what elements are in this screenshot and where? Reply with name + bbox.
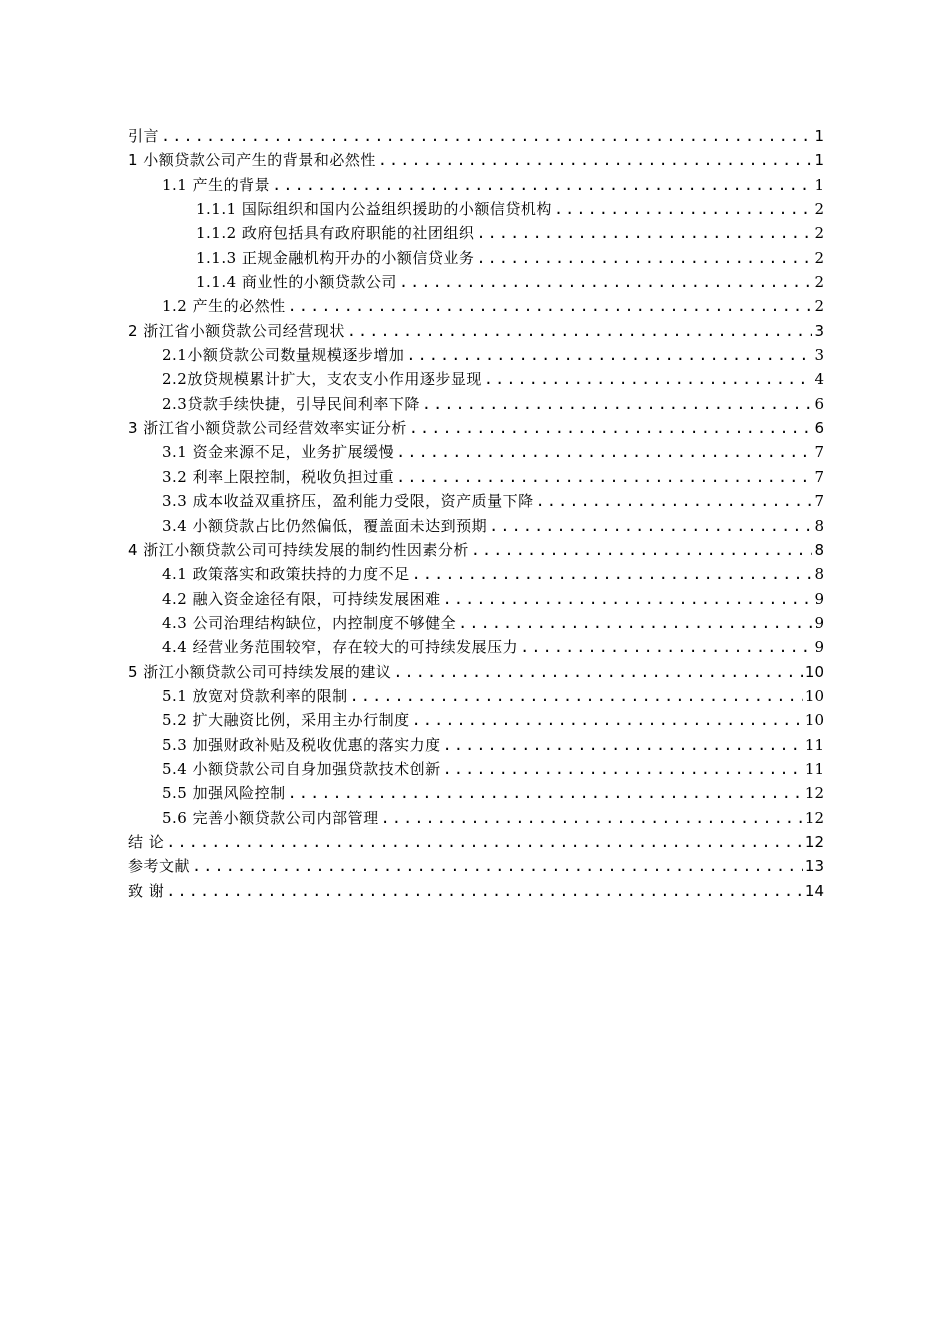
toc-entry-label: 5.2 扩大融资比例，采用主办行制度 [162,711,410,730]
toc-entry-page-number: 9 [814,589,824,608]
toc-entry-page-number: 11 [804,759,824,778]
toc-entry-page-number: 3 [814,321,824,340]
toc-leader-dots [381,806,803,830]
toc-entry[interactable] [128,270,824,294]
toc-entry-label: 3.2 利率上限控制，税收负担过重 [162,467,395,486]
toc-leader-dots [378,148,813,172]
toc-entry[interactable] [128,733,824,757]
toc-entry[interactable] [128,221,824,245]
toc-entry[interactable] [128,781,824,805]
toc-entry-label: 1.1.3 正规金融机构开办的小额信贷业务 [196,248,475,267]
toc-entry[interactable] [128,830,824,854]
toc-leader-dots [489,514,812,538]
toc-entry[interactable] [128,416,824,440]
table-of-contents [128,124,824,903]
toc-entry-label: 4.2 融入资金途径有限，可持续发展困难 [162,589,441,608]
toc-entry[interactable] [128,392,824,416]
toc-entry-label: 1 小额贷款公司产生的背景和必然性 [128,151,376,170]
toc-entry-label: 结 论 [128,832,165,851]
toc-entry-page-number: 12 [804,808,824,827]
toc-entry-label: 3.1 资金来源不足，业务扩展缓慢 [162,443,395,462]
toc-entry-label: 引言 [128,127,160,145]
toc-entry-page-number: 7 [814,443,824,462]
toc-entry-label: 参考文献 [128,857,191,876]
toc-leader-dots [396,465,812,489]
toc-entry-page-number: 12 [804,784,824,803]
toc-entry[interactable] [128,294,824,318]
toc-entry-page-number: 13 [804,857,824,876]
toc-leader-dots [476,221,812,245]
toc-entry-label: 4.4 经营业务范围较窄，存在较大的可持续发展压力 [162,638,519,657]
toc-leader-dots [161,124,812,148]
toc-leader-dots [350,684,803,708]
toc-entry[interactable] [128,173,824,197]
toc-entry-label: 5.6 完善小额贷款公司内部管理 [162,808,379,827]
toc-entry[interactable] [128,465,824,489]
toc-entry-page-number: 2 [814,273,824,292]
toc-leader-dots [412,708,803,732]
toc-entry-page-number: 6 [814,419,824,438]
toc-leader-dots [288,781,803,805]
toc-leader-dots [443,733,803,757]
toc-entry-label: 5.1 放宽对贷款利率的限制 [162,686,348,705]
toc-entry-page-number: 10 [804,711,824,730]
toc-entry-page-number: 9 [814,638,824,657]
toc-entry-page-number: 6 [814,394,824,413]
toc-entry-label: 4.1 政策落实和政策扶持的力度不足 [162,565,410,584]
toc-leader-dots [443,757,803,781]
toc-entry-label: 5.5 加强风险控制 [162,784,286,803]
toc-entry-label: 1.2 产生的必然性 [162,297,286,316]
toc-entry-label: 1.1.4 商业性的小额贷款公司 [196,273,397,292]
toc-entry-label: 3 浙江省小额贷款公司经营效率实证分析 [128,419,407,438]
toc-entry-page-number: 9 [814,613,824,632]
toc-entry-page-number: 12 [804,832,824,851]
toc-leader-dots [272,173,812,197]
toc-entry-page-number: 4 [814,370,824,389]
toc-entry[interactable] [128,757,824,781]
toc-entry-label: 4.3 公司治理结构缺位，内控制度不够健全 [162,613,457,632]
toc-entry[interactable] [128,343,824,367]
toc-entry[interactable] [128,538,824,562]
toc-entry-label: 1.1 产生的背景 [162,175,271,194]
toc-entry[interactable] [128,124,824,148]
toc-entry-label: 5.4 小额贷款公司自身加强贷款技术创新 [162,759,441,778]
toc-entry-label: 致 谢 [128,881,165,900]
toc-leader-dots [406,343,812,367]
toc-entry[interactable] [128,319,824,343]
toc-entry[interactable] [128,148,824,172]
toc-entry-label: 2.2放贷规模累计扩大，支农支小作用逐步显现 [162,370,482,389]
toc-entry[interactable] [128,562,824,586]
toc-entry[interactable] [128,684,824,708]
toc-entry-label: 3.3 成本收益双重挤压，盈利能力受限，资产质量下降 [162,492,534,511]
toc-entry[interactable] [128,367,824,391]
toc-leader-dots [393,660,803,684]
toc-leader-dots [347,319,813,343]
toc-entry-page-number: 8 [814,516,824,535]
toc-entry[interactable] [128,806,824,830]
toc-leader-dots [458,611,812,635]
toc-leader-dots [443,587,813,611]
toc-leader-dots [399,270,813,294]
toc-entry[interactable] [128,489,824,513]
toc-entry-page-number: 2 [814,224,824,243]
toc-leader-dots [471,538,813,562]
toc-entry-page-number: 10 [804,662,824,681]
toc-entry[interactable] [128,660,824,684]
toc-leader-dots [166,879,803,903]
toc-entry-label: 3.4 小额贷款占比仍然偏低，覆盖面未达到预期 [162,516,488,535]
toc-leader-dots [396,440,812,464]
toc-leader-dots [554,197,813,221]
toc-entry[interactable] [128,440,824,464]
toc-entry-page-number: 8 [814,565,824,584]
toc-leader-dots [476,246,812,270]
toc-entry[interactable] [128,611,824,635]
toc-leader-dots [192,854,803,878]
toc-entry-page-number: 2 [814,248,824,267]
toc-entry-page-number: 2 [814,297,824,316]
toc-entry-label: 1.1.1 国际组织和国内公益组织援助的小额信贷机构 [196,200,552,219]
toc-entry-page-number: 7 [814,467,824,486]
toc-entry[interactable] [128,587,824,611]
toc-entry[interactable] [128,854,824,878]
toc-entry-page-number: 1 [814,151,824,170]
toc-entry-label: 5 浙江小额贷款公司可持续发展的建议 [128,662,392,681]
toc-leader-dots [422,392,813,416]
toc-entry[interactable] [128,708,824,732]
toc-entry-page-number: 2 [814,200,824,219]
toc-entry[interactable] [128,197,824,221]
toc-leader-dots [412,562,813,586]
toc-entry-page-number: 14 [804,881,824,900]
toc-entry-label: 4 浙江小额贷款公司可持续发展的制约性因素分析 [128,540,469,559]
toc-entry-page-number: 1 [814,127,824,145]
toc-entry[interactable] [128,635,824,659]
toc-entry-label: 2.1小额贷款公司数量规模逐步增加 [162,346,405,365]
toc-entry[interactable] [128,879,824,903]
toc-entry[interactable] [128,246,824,270]
toc-leader-dots [409,416,813,440]
toc-leader-dots [166,830,803,854]
toc-entry-label: 5.3 加强财政补贴及税收优惠的落实力度 [162,735,441,754]
toc-entry-page-number: 11 [804,735,824,754]
toc-entry-page-number: 8 [814,540,824,559]
toc-entry[interactable] [128,514,824,538]
toc-entry-label: 1.1.2 政府包括具有政府职能的社团组织 [196,224,475,243]
toc-entry-page-number: 1 [814,175,824,194]
toc-entry-label: 2 浙江省小额贷款公司经营现状 [128,321,345,340]
toc-leader-dots [536,489,813,513]
toc-leader-dots [484,367,813,391]
toc-leader-dots [520,635,812,659]
toc-leader-dots [288,294,813,318]
toc-entry-page-number: 3 [814,346,824,365]
toc-entry-page-number: 10 [804,686,824,705]
toc-entry-label: 2.3贷款手续快捷，引导民间利率下降 [162,394,420,413]
toc-entry-page-number: 7 [814,492,824,511]
